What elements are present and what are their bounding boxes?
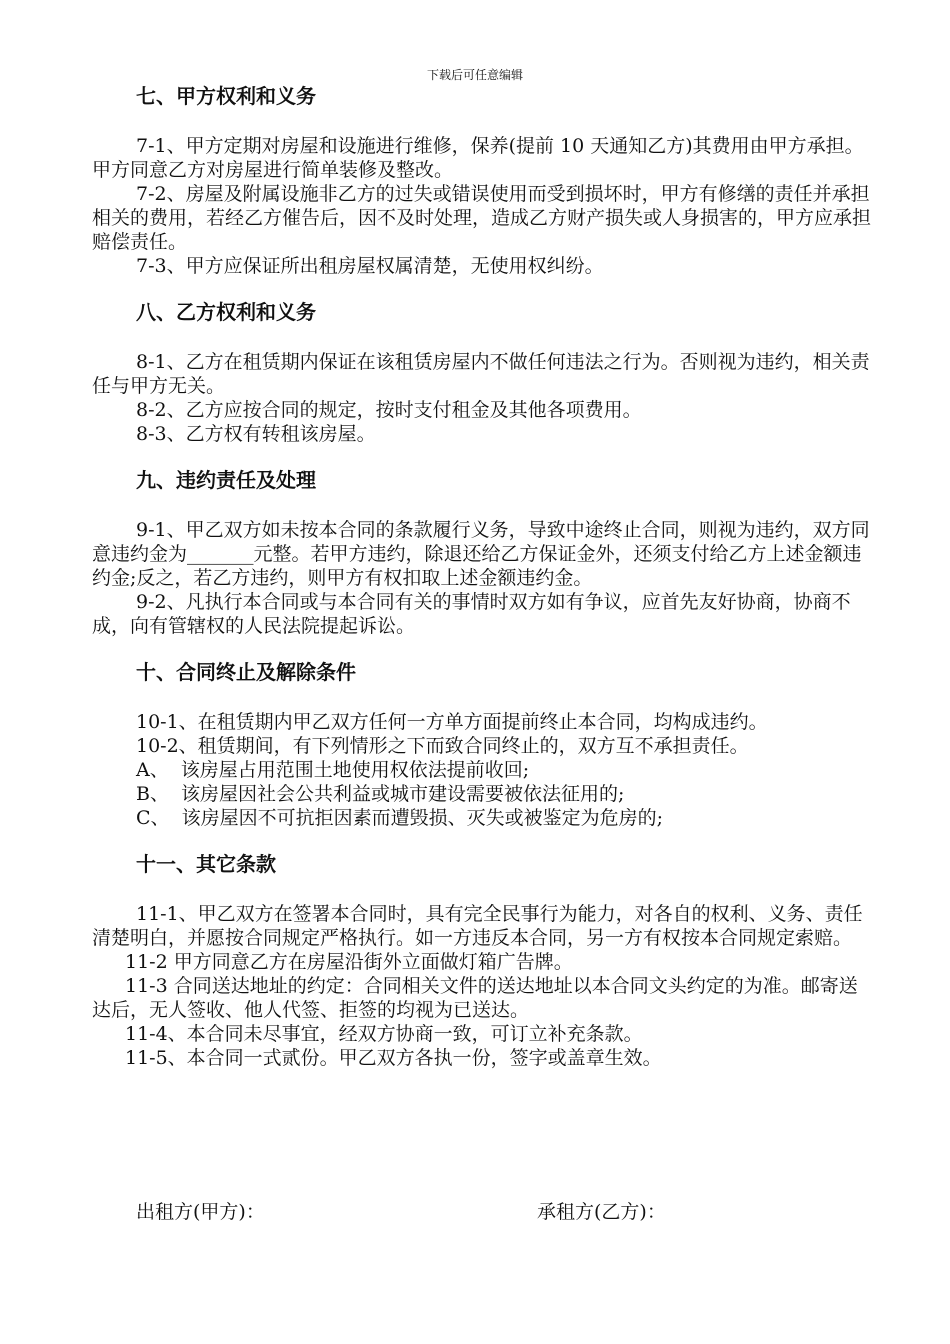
lessee-signature-label: 承租方(乙方)：	[537, 1201, 666, 1223]
clause-7-2: 7-2、房屋及附属设施非乙方的过失或错误使用而受到损坏时，甲方有修缮的责任并承担相关的费用，若经乙方催告后，因不及时处理，造成乙方财产损失或人身损害的，甲方应承担赔偿责任。	[92, 183, 872, 253]
section-heading: 十一、其它条款	[136, 852, 276, 876]
section-other-terms	[92, 852, 872, 1070]
termination-item-b: B、 该房屋因社会公共利益或城市建设需要被依法征用的;	[136, 783, 625, 805]
clause-7-3: 7-3、甲方应保证所出租房屋权属清楚，无使用权纠纷。	[136, 255, 604, 277]
clause-8-2: 8-2、乙方应按合同的规定，按时支付租金及其他各项费用。	[136, 399, 642, 421]
header-note: 下载后可任意编辑	[426, 68, 523, 82]
section-party-b-rights	[92, 300, 872, 446]
clause-9-1: 9-1、甲乙双方如未按本合同的条款履行义务，导致中途终止合同，则视为违约，双方同意违约金为_______元整。若甲方违约，除退还给乙方保证金外，还须支付给乙方上述金额违约金;反之，若乙方违约，则甲方有权扣取上述金额违约金。	[92, 519, 870, 589]
section-heading: 八、乙方权利和义务	[136, 300, 316, 324]
clause-11-2: 11-2 甲方同意乙方在房屋沿街外立面做灯箱广告牌。	[125, 951, 573, 973]
section-party-a-rights	[92, 84, 872, 278]
clause-11-4: 11-4、本合同未尽事宜，经双方协商一致，可订立补充条款。	[125, 1023, 643, 1045]
clause-7-1: 7-1、甲方定期对房屋和设施进行维修，保养(提前 10 天通知乙方)其费用由甲方承担。甲方同意乙方对房屋进行简单装修及整改。	[92, 135, 864, 181]
lessor-signature-label: 出租方(甲方)：	[136, 1201, 265, 1223]
clause-10-2: 10-2、租赁期间，有下列情形之下而致合同终止的，双方互不承担责任。	[136, 735, 749, 757]
termination-item-c: C、 该房屋因不可抗拒因素而遭毁损、灭失或被鉴定为危房的;	[136, 807, 664, 829]
section-breach	[92, 468, 872, 638]
section-heading: 十、合同终止及解除条件	[136, 660, 356, 684]
contract-body	[92, 84, 872, 1092]
clause-8-1: 8-1、乙方在租赁期内保证在该租赁房屋内不做任何违法之行为。否则视为违约，相关责任与甲方无关。	[92, 351, 870, 397]
termination-item-a: A、 该房屋占用范围土地使用权依法提前收回;	[136, 759, 530, 781]
clause-11-3: 11-3 合同送达地址的约定：合同相关文件的送达地址以本合同文头约定的为准。邮寄送达后，无人签收、他人代签、拒签的均视为已送达。	[92, 975, 858, 1021]
section-heading: 七、甲方权利和义务	[136, 84, 316, 108]
clause-10-1: 10-1、在租赁期内甲乙双方任何一方单方面提前终止本合同，均构成违约。	[136, 711, 768, 733]
clause-8-3: 8-3、乙方权有转租该房屋。	[136, 423, 376, 445]
clause-11-1: 11-1、甲乙双方在签署本合同时，具有完全民事行为能力，对各自的权利、义务、责任清楚明白，并愿按合同规定严格执行。如一方违反本合同，另一方有权按本合同规定索赔。	[92, 903, 863, 949]
clause-9-2: 9-2、凡执行本合同或与本合同有关的事情时双方如有争议，应首先友好协商，协商不成，向有管辖权的人民法院提起诉讼。	[92, 591, 851, 637]
section-termination	[92, 660, 872, 830]
clause-11-5: 11-5、本合同一式贰份。甲乙双方各执一份，签字或盖章生效。	[125, 1047, 662, 1069]
section-heading: 九、违约责任及处理	[136, 468, 316, 492]
